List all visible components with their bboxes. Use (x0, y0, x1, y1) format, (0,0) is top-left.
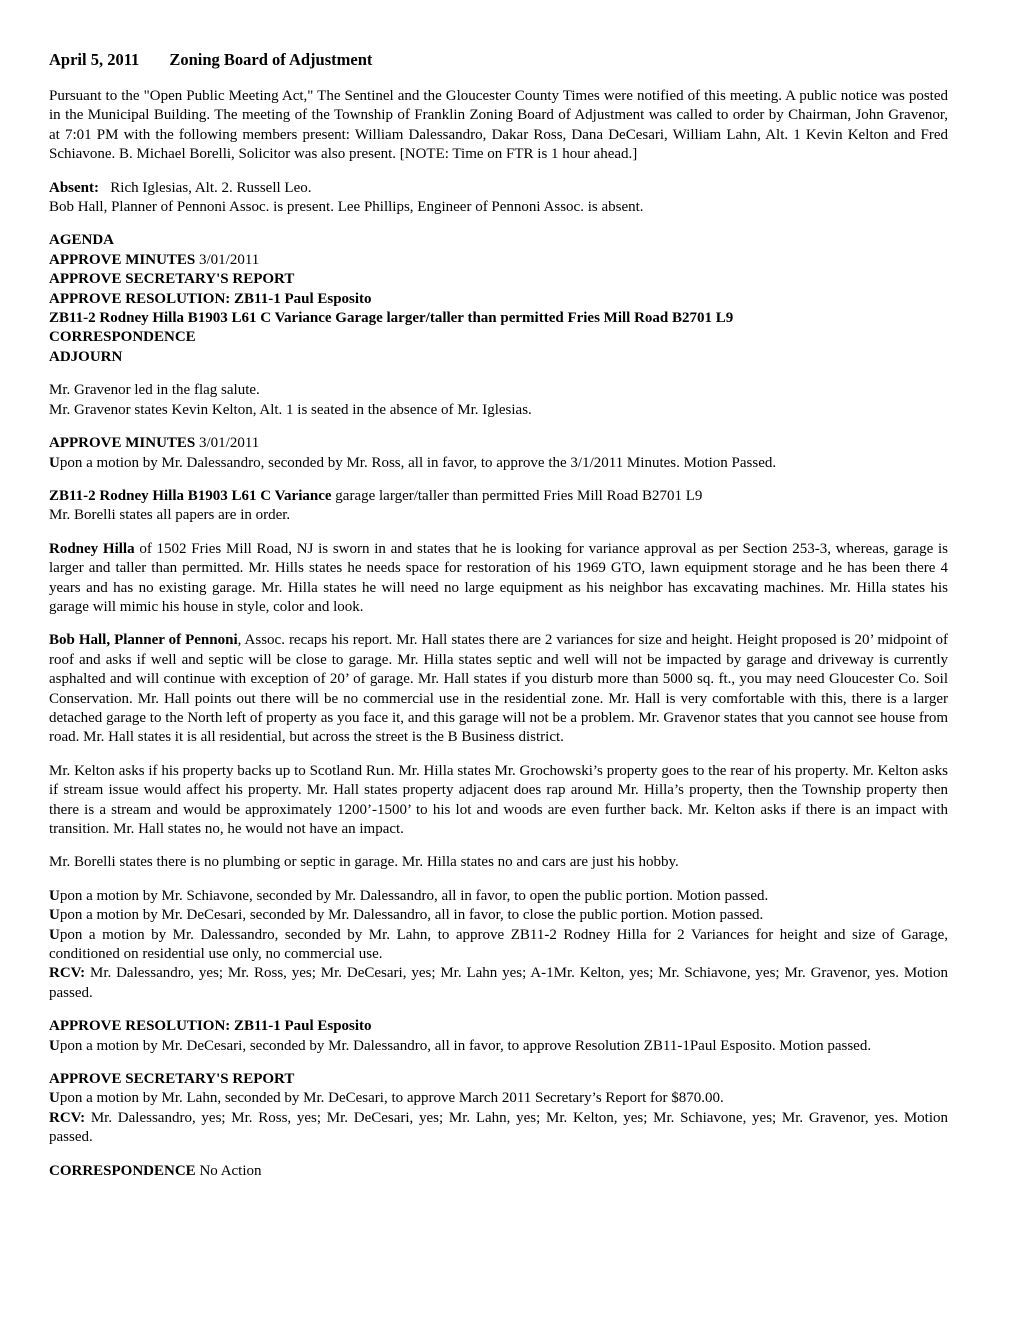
correspondence-text: No Action (199, 1162, 262, 1179)
document-title (49, 49, 948, 71)
staff-presence: Bob Hall, Planner of Pennoni Assoc. is present. Lee Phillips, Engineer of Pennoni Assoc. is absent. (49, 199, 644, 216)
hilla-name: Rodney Hilla (49, 540, 135, 557)
secretary-motion: pon a motion by Mr. Lahn, seconded by Mr. DeCesari, to approve March 2011 Secretary’s Report for $870.00. (59, 1090, 724, 1107)
hall-name: Bob Hall, Planner of Pennoni (49, 632, 238, 649)
motion-approve-variance: pon a motion by Mr. Dalessandro, seconded by Mr. Lahn, to approve ZB11-2 Rodney Hilla for 2 Variances for height and size of Garage, conditioned on residential use only, no commercial use. (49, 926, 948, 963)
intro-paragraph: Pursuant to the "Open Public Meeting Act," The Sentinel and the Gloucester County Times were notified of this meeting. A public notice was posted in the Municipal Building. The meeting of the Township of Franklin Zoning Board of Adjustment was called to order by Chairman, John Gravenor, at 7:01 PM with the following members present: William Dalessandro, Dakar Ross, Dana DeCesari, William Lahn, Alt. 1 Kevin Kelton and Fred Schiavone. B. Michael Borelli, Solicitor was also present. [NOTE: Time on FTR is 1 hour ahead.] (49, 88, 948, 163)
case-heading: ZB11-2 Rodney Hilla B1903 L61 C Variance (49, 487, 332, 504)
resolution-motion: pon a motion by Mr. DeCesari, seconded by Mr. Dalessandro, all in favor, to approve Resolution ZB11-1Paul Esposito. Motion passed. (59, 1037, 872, 1054)
correspondence-section (49, 1162, 948, 1181)
secretary-rcv-label: RCV: (49, 1109, 86, 1126)
minutes-motion: pon a motion by Mr. Dalessandro, seconded by Mr. Ross, all in favor, to approve the 3/1/2011 Minutes. Motion Passed. (59, 454, 777, 471)
agenda-list (49, 231, 948, 367)
motion-close-public: pon a motion by Mr. DeCesari, seconded by Mr. Dalessandro, all in favor, to close the public portion. Motion passed. (59, 907, 764, 924)
secretary-roll-call: Mr. Dalessandro, yes; Mr. Ross, yes; Mr. DeCesari, yes; Mr. Lahn, yes; Mr. Kelton, yes; Mr. Schiavone, yes; Mr. Gravenor, yes. Motion passed. (49, 1109, 948, 1146)
agenda-item-correspondence: CORRESPONDENCE (49, 329, 196, 346)
case-papers-note: Mr. Borelli states all papers are in order. (49, 507, 291, 524)
flag-salute: Mr. Gravenor led in the flag salute. (49, 382, 260, 399)
minutes-heading: APPROVE MINUTES (49, 435, 196, 452)
minutes-section: APPROVE MINUTES 3/01/2011 Upon a motion by Mr. Dalessandro, seconded by Mr. Ross, all in favor, to approve the 3/1/2011 Minutes. Motion Passed. (49, 435, 777, 471)
agenda-item-adjourn: ADJOURN (49, 348, 123, 365)
absent-label: Absent: (49, 179, 100, 196)
agenda-item-resolution: APPROVE RESOLUTION: ZB11-1 Paul Esposito (49, 290, 372, 307)
agenda-item-minutes: APPROVE MINUTES (49, 251, 196, 268)
agenda-item-variance: ZB11-2 Rodney Hilla B1903 L61 C Variance Garage larger/taller than permitted Fries Mill Road B2701 L9 (49, 310, 734, 327)
agenda-item-secretary: APPROVE SECRETARY'S REPORT (49, 271, 295, 288)
absent-text: Rich Iglesias, Alt. 2. Russell Leo. (110, 179, 312, 196)
attendance-paragraph (49, 179, 948, 218)
hilla-testimony: Rodney Hilla of 1502 Fries Mill Road, NJ is sworn in and states that he is looking for variance approval as per Section 253-3, whereas, garage is larger and taller than permitted. Mr. Hills states he needs space for restoration of his 1969 GTO, lawn equipment storage and he has been there 4 years and has no existing garage. Mr. Hilla states he will need no large equipment as his neighbor has excavating machines. Mr. Hilla states his garage will mimic his house in style, color and look. (49, 540, 948, 615)
roll-call-vote: Mr. Dalessandro, yes; Mr. Ross, yes; Mr. DeCesari, yes; Mr. Lahn yes; A-1Mr. Kelton, yes; Mr. Schiavone, yes; Mr. Gravenor, yes. Motion passed. (49, 965, 948, 1001)
rcv-label: RCV: (49, 965, 86, 982)
correspondence-heading: CORRESPONDENCE (49, 1162, 196, 1179)
alternate-seated: Mr. Gravenor states Kevin Kelton, Alt. 1 is seated in the absence of Mr. Iglesias. (49, 401, 532, 418)
minutes-date: 3/01/2011 (199, 435, 260, 452)
meeting-date: April 5, 2011 (49, 50, 140, 69)
resolution-heading: APPROVE RESOLUTION: ZB11-1 Paul Esposito (49, 1018, 372, 1035)
kelton-questions: Mr. Kelton asks if his property backs up to Scotland Run. Mr. Hilla states Mr. Grochowski’s property goes to the rear of his property. Mr. Kelton asks if stream issue would affect his property. Mr. Hall states property adjacent does rap around Mr. Hilla’s property, then the Township property then there is a stream and would be approximately 1200’-1500’ to his lot and woods are even further back. Mr. Kelton asks if there is an impact with transition. Mr. Hall states no, he would not have an impact. (49, 762, 948, 837)
secretary-heading: APPROVE SECRETARY'S REPORT (49, 1071, 295, 1088)
borelli-note: Mr. Borelli states there is no plumbing or septic in garage. Mr. Hilla states no and cars are just his hobby. (49, 854, 679, 871)
resolution-section: APPROVE RESOLUTION: ZB11-1 Paul Esposito Upon a motion by Mr. DeCesari, seconded by Mr. Dalessandro, all in favor, to approve Resolution ZB11-1Paul Esposito. Motion passed. (49, 1018, 872, 1054)
opening-paragraph (49, 381, 948, 420)
board-name: Zoning Board of Adjustment (169, 50, 373, 69)
agenda-heading: AGENDA (49, 232, 115, 249)
hall-testimony: Bob Hall, Planner of Pennoni, Assoc. recaps his report. Mr. Hall states there are 2 variances for size and height. Height proposed is 20’ midpoint of roof and asks if well and septic will be close to garage. Mr. Hilla states septic and well will not be impacted by garage and driveway is currently asphalted and will continue with exception of 20’ of garage. Mr. Hall states if you disturb more than 5000 sq. ft., you may need Gloucester Co. Soil Conservation. Mr. Hall points out there will be no commercial use in the residential zone. Mr. Hall is very comfortable with this, there is a larger detached garage to the North left of property as you face it, and this garage will not be a problem. Mr. Gravenor states that you cannot see house from road. Mr. Hall states it is all residential, but across the street is the B Business district. (49, 632, 948, 746)
case-section (49, 487, 948, 526)
motions-section: Upon a motion by Mr. Schiavone, seconded by Mr. Dalessandro, all in favor, to open the public portion. Motion passed. Upon a motion by Mr. DeCesari, seconded by Mr. Dalessandro, all in favor, to close the public portion. Motion passed. Upon a motion by Mr. Dalessandro, seconded by Mr. Lahn, to approve ZB11-2 Rodney Hilla for 2 Variances for height and size of Garage, conditioned on residential use only, no commercial use. RCV: Mr. Dalessandro, yes; Mr. Ross, yes; Mr. DeCesari, yes; Mr. Lahn yes; A-1Mr. Kelton, yes; Mr. Schiavone, yes; Mr. Gravenor, yes. Motion passed. (49, 887, 948, 1001)
case-description: garage larger/taller than permitted Fries Mill Road B2701 L9 (335, 487, 703, 504)
secretary-section: APPROVE SECRETARY'S REPORT Upon a motion by Mr. Lahn, seconded by Mr. DeCesari, to approve March 2011 Secretary’s Report for $870.00. RCV: Mr. Dalessandro, yes; Mr. Ross, yes; Mr. DeCesari, yes; Mr. Lahn, yes; Mr. Kelton, yes; Mr. Schiavone, yes; Mr. Gravenor, yes. Motion passed. (49, 1071, 948, 1146)
agenda-minutes-date: 3/01/2011 (199, 251, 260, 268)
motion-open-public: pon a motion by Mr. Schiavone, seconded by Mr. Dalessandro, all in favor, to open the public portion. Motion passed. (59, 887, 769, 904)
